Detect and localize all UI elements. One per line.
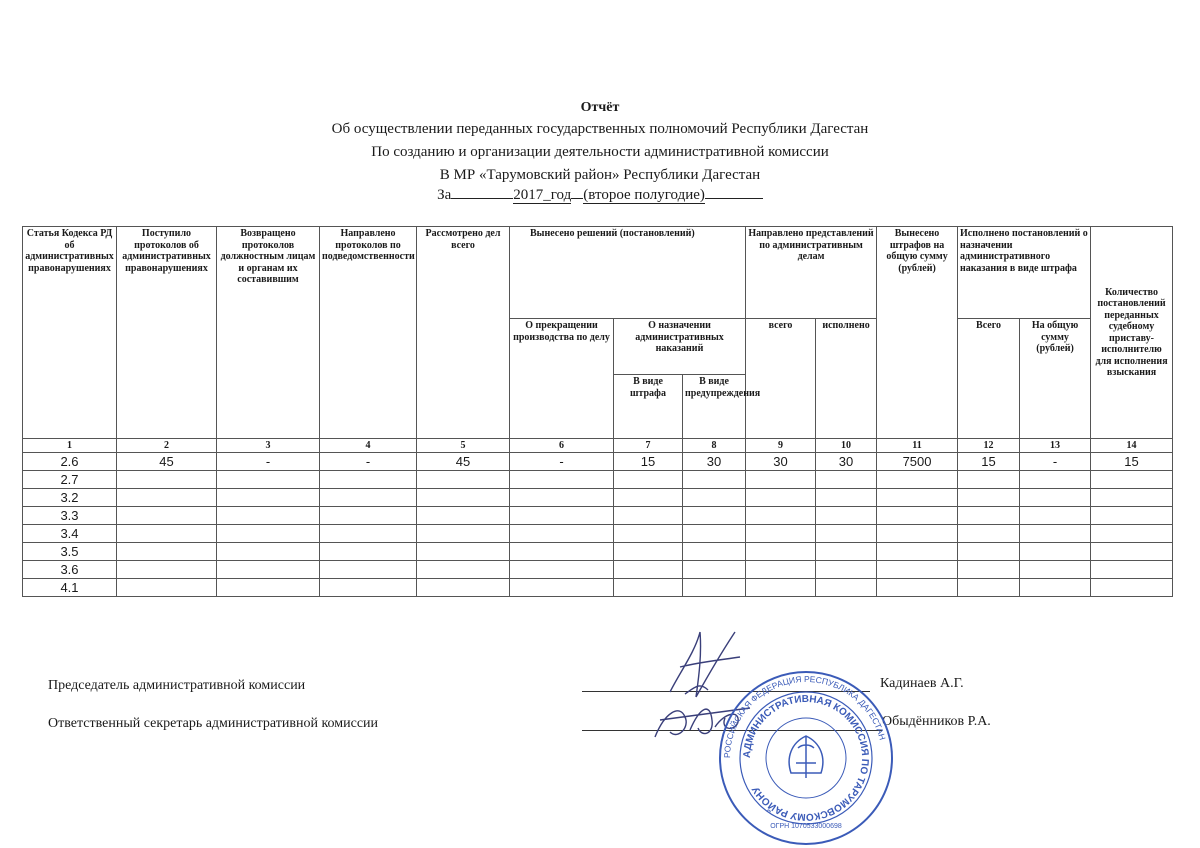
table-cell	[510, 489, 614, 507]
table-cell	[117, 543, 217, 561]
table-cell	[877, 507, 958, 525]
table-cell: 15	[1091, 453, 1173, 471]
header-repr-executed: исполнено	[816, 319, 877, 439]
table-cell	[614, 489, 683, 507]
table-cell	[320, 471, 417, 489]
header-fines-sum: Вынесено штрафов на общую сумму (рублей)	[877, 227, 958, 439]
stamp-inner-text: АДМИНИСТРАТИВНАЯ КОМИССИЯ ПО ТАРУМОВСКОМУ РАЙОНУ	[741, 693, 871, 823]
column-number: 8	[683, 439, 746, 453]
header-considered: Рассмотрено дел всего	[417, 227, 510, 439]
table-cell	[816, 579, 877, 597]
table-cell	[614, 579, 683, 597]
column-number: 7	[614, 439, 683, 453]
column-number: 13	[1020, 439, 1091, 453]
table-cell	[1091, 507, 1173, 525]
table-cell	[117, 489, 217, 507]
period-suffix: (второе полугодие)	[583, 187, 705, 203]
table-cell: 30	[746, 453, 816, 471]
column-number: 2	[117, 439, 217, 453]
table-cell: 7500	[877, 453, 958, 471]
table-cell	[1020, 471, 1091, 489]
table-cell	[217, 561, 320, 579]
period-prefix: За	[437, 187, 452, 203]
table-cell	[117, 579, 217, 597]
header-exec-total: Всего	[958, 319, 1020, 439]
header-fine: В виде штрафа	[614, 375, 683, 439]
column-number: 1	[23, 439, 117, 453]
article-cell: 3.3	[23, 507, 117, 525]
table-cell	[877, 579, 958, 597]
table-cell	[1091, 561, 1173, 579]
header-article: Статья Кодекса РД об административных правонарушениях	[23, 227, 117, 439]
article-cell: 3.5	[23, 543, 117, 561]
table-cell	[746, 507, 816, 525]
table-cell	[417, 525, 510, 543]
report-subtitle-3: В МР «Тарумовский район» Республики Дагестан	[439, 167, 761, 183]
table-row	[23, 543, 1173, 561]
table-cell	[1020, 579, 1091, 597]
table-cell	[683, 543, 746, 561]
table-cell	[510, 561, 614, 579]
table-cell	[117, 471, 217, 489]
chair-label: Председатель административной комиссии	[48, 678, 306, 693]
table-cell	[217, 525, 320, 543]
header-forwarded: Направлено протоколов по подведомственности	[320, 227, 417, 439]
table-cell	[958, 561, 1020, 579]
table-cell	[877, 471, 958, 489]
column-number: 11	[877, 439, 958, 453]
table-cell	[877, 525, 958, 543]
column-number: 4	[320, 439, 417, 453]
column-number: 3	[217, 439, 320, 453]
table-cell	[746, 561, 816, 579]
table-cell	[1091, 579, 1173, 597]
table-cell	[417, 489, 510, 507]
article-cell: 3.2	[23, 489, 117, 507]
header-representations: Направлено представлений по административным делам	[746, 227, 877, 319]
table-cell	[958, 471, 1020, 489]
table-cell: -	[320, 453, 417, 471]
column-number: 5	[417, 439, 510, 453]
table-row	[23, 471, 1173, 489]
table-cell	[614, 507, 683, 525]
report-subtitle-1: Об осуществлении переданных государственных полномочий Республики Дагестан	[331, 121, 869, 137]
table-cell	[320, 561, 417, 579]
article-cell: 2.6	[23, 453, 117, 471]
column-number: 14	[1091, 439, 1173, 453]
table-cell	[683, 507, 746, 525]
table-cell	[417, 471, 510, 489]
table-cell	[1020, 525, 1091, 543]
secretary-label: Ответственный секретарь административной комиссии	[48, 716, 379, 731]
article-cell: 3.4	[23, 525, 117, 543]
header-returned: Возвращено протоколов должностным лицам и органам их составившим	[217, 227, 320, 439]
header-repr-total: всего	[746, 319, 816, 439]
table-cell	[683, 471, 746, 489]
table-cell	[958, 543, 1020, 561]
table-cell	[746, 489, 816, 507]
table-cell	[877, 489, 958, 507]
table-cell	[1091, 543, 1173, 561]
table-cell	[816, 525, 877, 543]
table-row	[23, 579, 1173, 597]
table-cell	[217, 507, 320, 525]
column-number: 10	[816, 439, 877, 453]
table-cell	[320, 507, 417, 525]
table-cell	[1020, 561, 1091, 579]
chair-name: Кадинаев А.Г.	[880, 676, 964, 691]
stamp-outer-text: РОССИЙСКАЯ ФЕДЕРАЦИЯ РЕСПУБЛИКА ДАГЕСТАН	[721, 673, 888, 759]
table-row	[23, 507, 1173, 525]
table-cell	[958, 579, 1020, 597]
header-penalties: О назначении административных наказаний	[614, 319, 746, 375]
table-row	[23, 561, 1173, 579]
column-number: 9	[746, 439, 816, 453]
table-cell	[683, 525, 746, 543]
table-cell	[683, 561, 746, 579]
table-cell	[117, 561, 217, 579]
table-cell	[417, 507, 510, 525]
table-cell	[510, 543, 614, 561]
table-cell	[117, 507, 217, 525]
table-row	[23, 453, 1173, 471]
report-title: Отчёт	[580, 100, 620, 115]
table-cell	[217, 543, 320, 561]
header-row-1	[23, 227, 1173, 319]
table-cell: -	[1020, 453, 1091, 471]
table-cell	[614, 543, 683, 561]
table-cell	[816, 489, 877, 507]
table-cell	[816, 507, 877, 525]
header-warning: В виде предупреждения	[683, 375, 746, 439]
table-cell	[816, 543, 877, 561]
column-number: 6	[510, 439, 614, 453]
table-cell	[1020, 489, 1091, 507]
table-cell	[320, 525, 417, 543]
header-executed: Исполнено постановлений о назначении административного наказания в виде штрафа	[958, 227, 1091, 319]
report-subtitle-2: По созданию и организации деятельности административной комиссии	[371, 144, 829, 160]
table-cell	[746, 525, 816, 543]
table-cell	[816, 561, 877, 579]
table-cell	[746, 579, 816, 597]
table-cell: 45	[417, 453, 510, 471]
official-stamp	[716, 668, 896, 848]
coat-of-arms-icon	[789, 736, 823, 778]
article-cell: 3.6	[23, 561, 117, 579]
article-cell: 4.1	[23, 579, 117, 597]
table-cell	[746, 543, 816, 561]
table-cell: -	[510, 453, 614, 471]
table-cell	[877, 543, 958, 561]
table-cell	[1091, 471, 1173, 489]
table-cell	[417, 561, 510, 579]
table-cell	[1020, 543, 1091, 561]
table-cell	[614, 561, 683, 579]
stamp-ogrn: ОГРН 1070533000698	[770, 823, 842, 830]
table-cell: -	[217, 453, 320, 471]
table-cell	[510, 579, 614, 597]
table-cell	[510, 507, 614, 525]
table-cell	[1091, 489, 1173, 507]
header-termination: О прекращении производства по делу	[510, 319, 614, 439]
header-exec-sum: На общую сумму (рублей)	[1020, 319, 1091, 439]
table-cell	[683, 579, 746, 597]
table-cell	[746, 471, 816, 489]
table-cell	[320, 489, 417, 507]
column-numbers-row	[23, 439, 1173, 453]
table-cell	[1091, 525, 1173, 543]
table-cell	[417, 579, 510, 597]
table-cell	[1020, 507, 1091, 525]
table-cell: 15	[958, 453, 1020, 471]
table-cell: 30	[816, 453, 877, 471]
table-cell	[614, 525, 683, 543]
article-cell: 2.7	[23, 471, 117, 489]
table-cell	[958, 507, 1020, 525]
table-cell: 30	[683, 453, 746, 471]
header-received: Поступило протоколов об административных правонарушениях	[117, 227, 217, 439]
table-cell	[614, 471, 683, 489]
report-table	[22, 226, 1173, 597]
table-cell: 15	[614, 453, 683, 471]
column-number: 12	[958, 439, 1020, 453]
table-cell	[117, 525, 217, 543]
table-cell	[958, 489, 1020, 507]
table-row	[23, 525, 1173, 543]
secretary-name: Обыдёнников Р.А.	[882, 714, 991, 729]
report-period	[0, 187, 1200, 204]
table-cell	[417, 543, 510, 561]
period-value: 2017_год	[513, 187, 572, 203]
table-cell	[320, 579, 417, 597]
header-decisions: Вынесено решений (постановлений)	[510, 227, 746, 319]
table-cell	[510, 525, 614, 543]
table-cell	[877, 561, 958, 579]
table-cell	[683, 489, 746, 507]
table-cell	[217, 489, 320, 507]
table-cell	[958, 525, 1020, 543]
table-cell: 45	[117, 453, 217, 471]
table-row	[23, 489, 1173, 507]
table-cell	[510, 471, 614, 489]
table-cell	[816, 471, 877, 489]
table-cell	[217, 579, 320, 597]
table-body	[23, 453, 1173, 597]
table-cell	[217, 471, 320, 489]
header-bailiff: Количество постановлений переданных судебному приставу-исполнителю для исполнения взыскания	[1091, 227, 1173, 439]
table-cell	[320, 543, 417, 561]
